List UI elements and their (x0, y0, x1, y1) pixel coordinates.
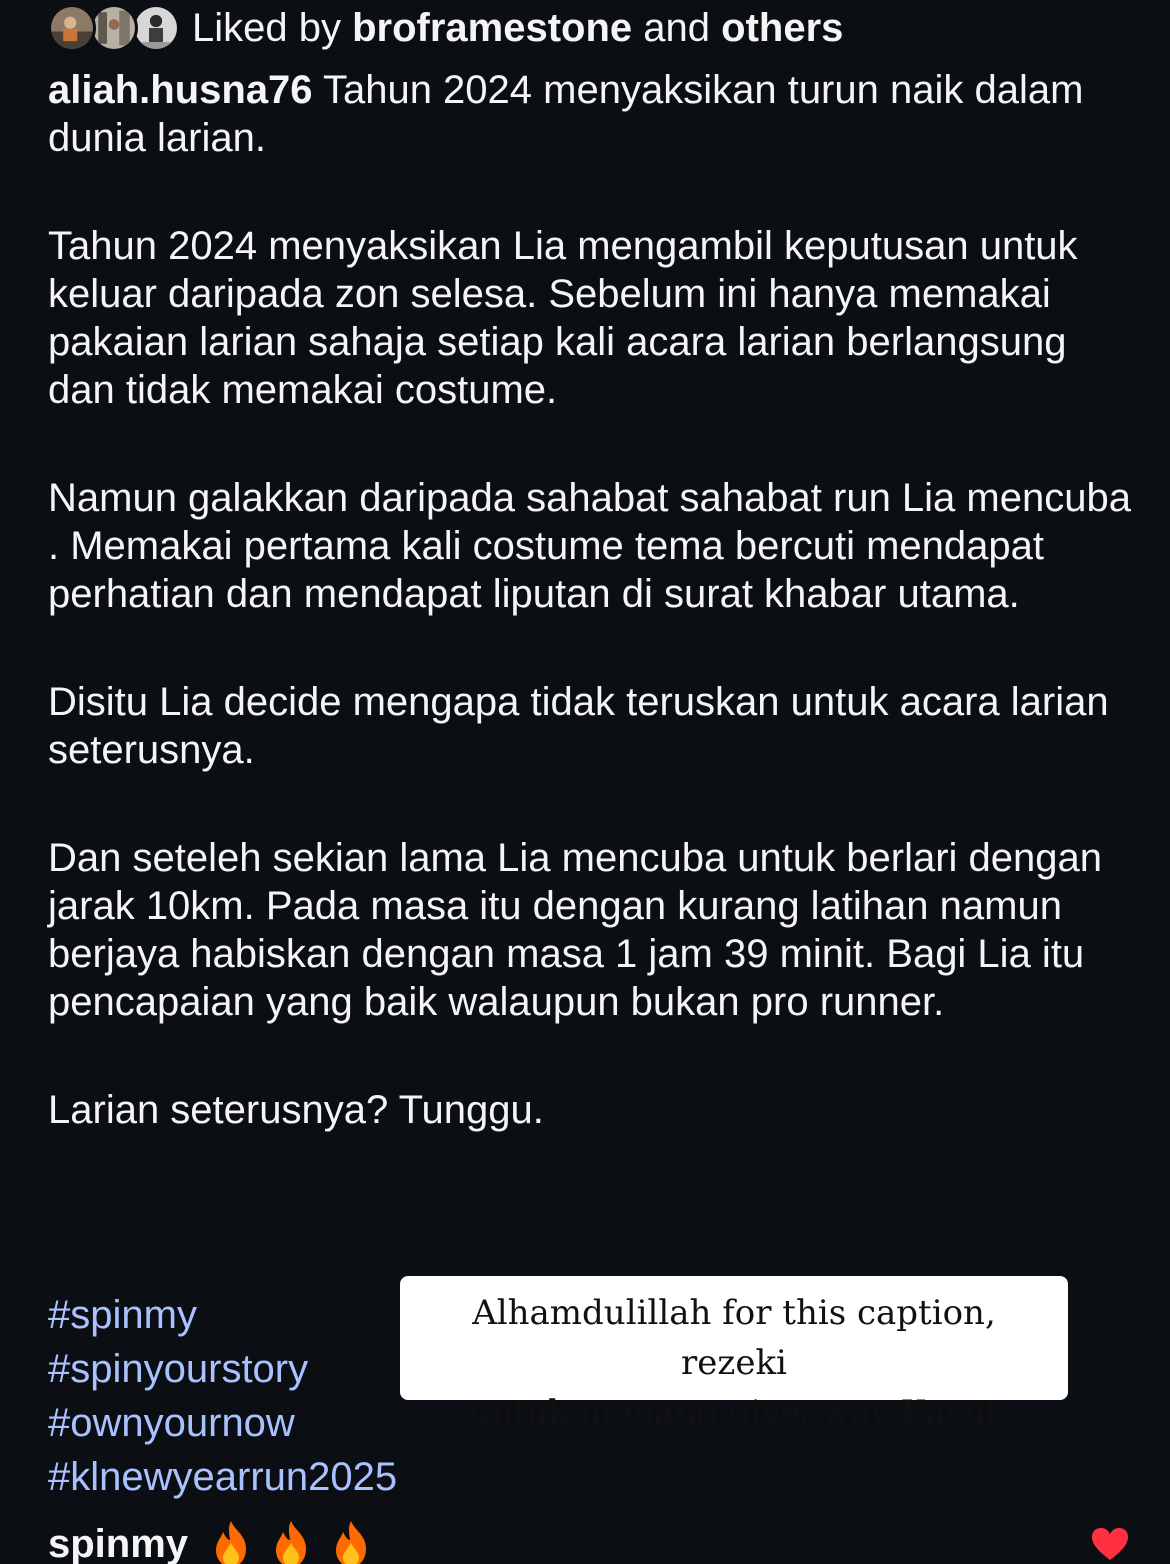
heart-icon[interactable] (1090, 1526, 1130, 1562)
avatar-photo-icon (51, 7, 93, 49)
overlay-line: untuk menang giveaway Kasut (468, 1393, 1000, 1433)
likes-conjunction: and (643, 6, 711, 50)
likes-text[interactable] (192, 2, 843, 54)
liker-username[interactable]: broframestone (352, 6, 633, 50)
caption-paragraph: Dan seteleh sekian lama Lia mencuba untuk berlari dengan jarak 10km. Pada masa itu dengan kurang latihan namun berjaya habiskan dengan masa 1 jam 39 minit. Bagi Lia itu pencapaian yang baik walaupun bukan pro runner. (48, 836, 1103, 1024)
hashtag-link[interactable]: #spinmy (48, 1293, 197, 1337)
caption-paragraph: Namun galakkan daripada sahabat sahabat run Lia mencuba . Memakai pertama kali costume tema bercuti mendapat perhatian dan mendapat liputan di surat khabar utama. (48, 476, 1131, 616)
avatar-photo-icon (93, 7, 135, 49)
comment-row[interactable] (48, 1516, 388, 1564)
caption-paragraph (48, 66, 1138, 162)
caption-paragraph: Disitu Lia decide mengapa tidak teruskan untuk acara larian seterusnya. (48, 680, 1109, 772)
likes-summary[interactable] (48, 0, 843, 56)
likes-others[interactable]: others (721, 6, 844, 50)
comment-username[interactable]: spinmy (48, 1521, 189, 1564)
avatar[interactable] (132, 4, 180, 52)
hashtag-link[interactable]: #spinyourstory (48, 1347, 309, 1391)
hashtag-link[interactable]: #ownyournow (48, 1401, 295, 1445)
hashtag-list (48, 1288, 397, 1504)
overlay-line: Alhamdulillah for this caption, rezeki (472, 1293, 996, 1383)
caption-text: Tahun 2024 menyaksikan turun naik dalam dunia larian. (48, 68, 1084, 160)
overlay-annotation (400, 1276, 1068, 1433)
avatar[interactable] (48, 4, 96, 52)
avatar-photo-icon (135, 7, 177, 49)
fire-emoji-icon (268, 1519, 314, 1564)
caption-username[interactable]: aliah.husna76 (48, 68, 313, 112)
post-caption (48, 66, 1138, 1194)
fire-emoji-icon (328, 1519, 374, 1564)
hashtag-link[interactable]: #klnewyearrun2025 (48, 1455, 398, 1499)
fire-emoji-icon (208, 1519, 254, 1564)
caption-paragraph: Tahun 2024 menyaksikan Lia mengambil keputusan untuk keluar daripada zon selesa. Sebelum ini hanya memakai pakaian larian sahaja setiap kali acara larian berlangsung dan tidak memakai costume. (48, 224, 1078, 412)
caption-paragraph: Larian seterusnya? Tunggu. (48, 1088, 544, 1132)
likes-prefix: Liked by (192, 6, 341, 50)
liker-avatars[interactable] (48, 2, 182, 54)
avatar[interactable] (90, 4, 138, 52)
